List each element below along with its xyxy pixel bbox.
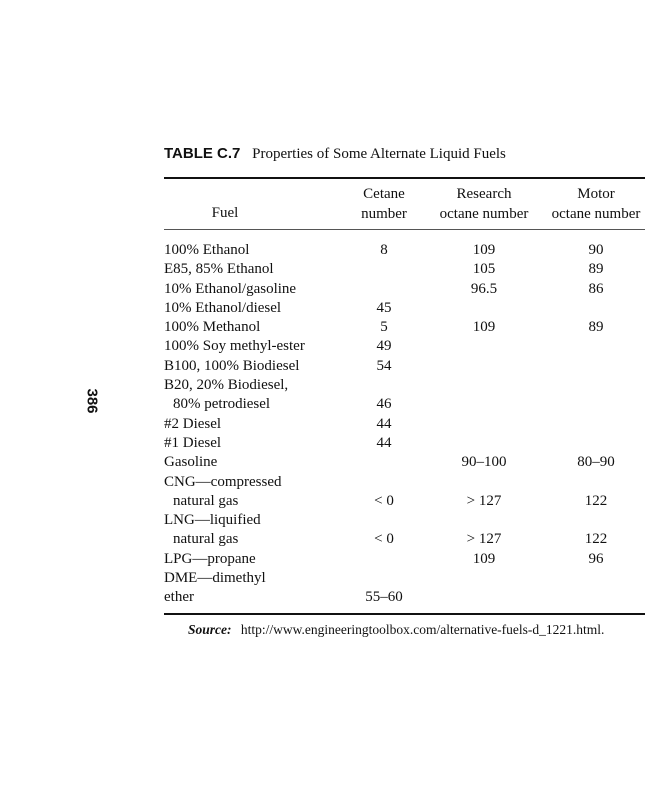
table-row	[0, 260, 645, 279]
table-row	[0, 569, 645, 588]
cell-motor-octane: 86	[588, 280, 604, 297]
header-cetane-line2: number	[361, 206, 407, 222]
table-row	[0, 415, 645, 434]
cell-motor-octane: 96	[588, 550, 604, 567]
table-caption	[164, 145, 506, 163]
cell-research-octane: 90–100	[461, 454, 507, 471]
header-research-octane	[432, 184, 536, 224]
table-row	[0, 299, 645, 318]
source-label: Source:	[188, 622, 232, 637]
table-row	[0, 434, 645, 453]
cell-fuel: LNG—liquified	[164, 512, 261, 529]
cell-cetane: 45	[376, 299, 392, 316]
cell-fuel: ether	[164, 589, 194, 606]
cell-fuel: 10% Ethanol/gasoline	[164, 280, 297, 297]
table-bottom-rule	[164, 613, 645, 615]
table-top-rule	[164, 177, 645, 179]
cell-cetane: 5	[380, 319, 388, 336]
cell-cetane: < 0	[374, 531, 394, 548]
cell-fuel: 100% Ethanol	[164, 242, 250, 258]
header-ron-line2: octane number	[439, 206, 529, 222]
cell-fuel: Gasoline	[164, 454, 218, 471]
table-source-note	[188, 622, 604, 638]
cell-cetane: 46	[376, 396, 392, 413]
table-row	[0, 318, 645, 337]
table-row	[0, 453, 645, 472]
cell-fuel: 100% Soy methyl-ester	[164, 338, 305, 355]
cell-motor-octane: 122	[584, 492, 608, 509]
cell-cetane: 8	[380, 242, 388, 258]
table-row	[0, 395, 645, 414]
cell-research-octane: 96.5	[470, 280, 498, 297]
page-number: 386	[83, 388, 101, 414]
header-cetane	[344, 184, 424, 224]
cell-motor-octane: 80–90	[577, 454, 615, 471]
cell-fuel: E85, 85% Ethanol	[164, 261, 274, 278]
table-row	[0, 376, 645, 395]
cell-motor-octane: 122	[584, 531, 608, 548]
table-row	[0, 492, 645, 511]
table-label: TABLE C.7	[164, 145, 241, 162]
source-text: http://www.engineeringtoolbox.com/alternative-fuels-d_1221.html.	[240, 622, 605, 637]
header-mon-line1: Motor	[577, 186, 615, 202]
cell-research-octane: > 127	[466, 531, 502, 548]
cell-research-octane: 105	[472, 261, 496, 278]
table-row	[0, 473, 645, 492]
cell-motor-octane: 89	[588, 261, 604, 278]
cell-fuel: natural gas	[173, 531, 239, 548]
cell-research-octane: > 127	[466, 492, 502, 509]
table-title: Properties of Some Alternate Liquid Fuels	[252, 146, 506, 162]
cell-cetane: 49	[376, 338, 392, 355]
table-header-rule	[164, 229, 645, 230]
cell-cetane: 54	[376, 357, 392, 374]
cell-fuel: DME—dimethyl	[164, 570, 266, 587]
header-ron-line1: Research	[456, 186, 512, 202]
table-row	[0, 530, 645, 549]
cell-cetane: 44	[376, 434, 392, 451]
cell-cetane: < 0	[374, 492, 394, 509]
table-row	[0, 241, 645, 260]
header-motor-octane	[546, 184, 645, 224]
cell-cetane: 55–60	[365, 589, 403, 606]
header-fuel: Fuel	[211, 205, 239, 221]
cell-fuel: 80% petrodiesel	[173, 396, 271, 413]
cell-cetane: 44	[376, 415, 392, 432]
header-mon-line2: octane number	[551, 206, 641, 222]
table-row	[0, 337, 645, 356]
cell-research-octane: 109	[472, 242, 496, 258]
cell-fuel: 100% Methanol	[164, 319, 261, 336]
cell-fuel: CNG—compressed	[164, 473, 282, 490]
cell-motor-octane: 90	[588, 242, 604, 258]
table-row	[0, 550, 645, 569]
table-row	[0, 280, 645, 299]
cell-research-octane: 109	[472, 319, 496, 336]
cell-fuel: #2 Diesel	[164, 415, 222, 432]
cell-fuel: B20, 20% Biodiesel,	[164, 377, 289, 394]
header-cetane-line1: Cetane	[363, 186, 405, 202]
cell-fuel: LPG—propane	[164, 550, 256, 567]
table-body	[0, 241, 645, 608]
cell-fuel: 10% Ethanol/diesel	[164, 299, 282, 316]
cell-research-octane: 109	[472, 550, 496, 567]
cell-motor-octane: 89	[588, 319, 604, 336]
cell-fuel: natural gas	[173, 492, 239, 509]
table-row	[0, 511, 645, 530]
table-row	[0, 588, 645, 607]
table-row	[0, 357, 645, 376]
cell-fuel: B100, 100% Biodiesel	[164, 357, 300, 374]
cell-fuel: #1 Diesel	[164, 434, 222, 451]
